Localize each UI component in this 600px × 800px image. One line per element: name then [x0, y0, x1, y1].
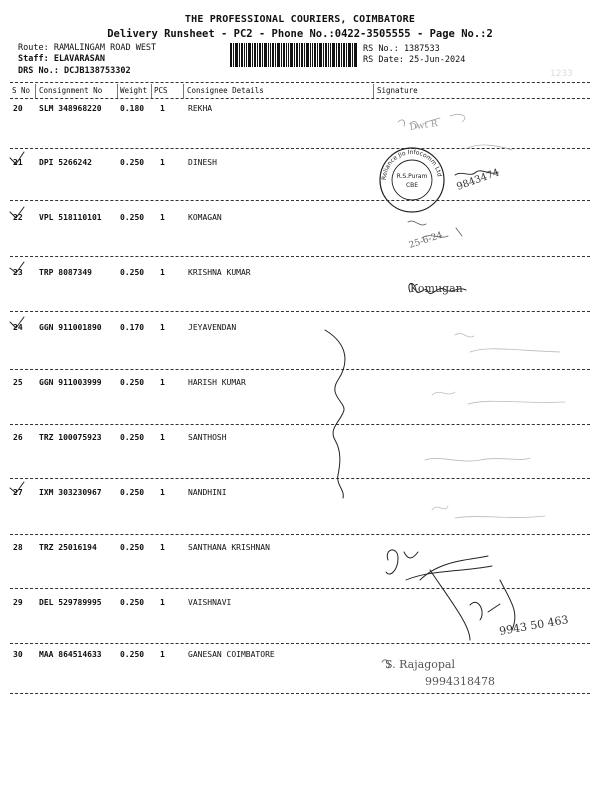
- handwritten-text: Dwt R: [409, 119, 439, 133]
- row-consignment: SLM 348968220: [39, 104, 102, 113]
- handwritten-text: 9943 50 463: [498, 612, 570, 638]
- col-divider: [117, 84, 118, 98]
- svg-text:1233: 1233: [550, 69, 573, 78]
- row-rule: [10, 424, 590, 425]
- signature-scribble: [432, 506, 545, 518]
- signature-scribble: [406, 566, 492, 580]
- row-sno: 25: [13, 378, 23, 387]
- row-consignment: GGN 911001890: [39, 323, 102, 332]
- col-header-weight: Weight: [120, 86, 148, 95]
- row-weight: 0.180: [120, 104, 145, 113]
- row-sno: 27: [13, 488, 23, 497]
- row-rule: [10, 534, 590, 535]
- row-rule: [10, 148, 590, 149]
- handwritten-text: 25-6-24: [407, 230, 444, 251]
- row-sno: 21: [13, 158, 23, 167]
- stamp-inner-text: R.S.Puram: [396, 173, 428, 180]
- row-rule: [10, 643, 590, 644]
- row-pcs: 1: [160, 543, 165, 552]
- route-label: Route: RAMALINGAM ROAD WEST: [18, 43, 157, 53]
- row-sno: 30: [13, 650, 23, 659]
- row-consignee: NANDHINI: [188, 488, 227, 497]
- row-weight: 0.250: [120, 543, 145, 552]
- row-consignment: GGN 911003999: [39, 378, 102, 387]
- row-weight: 0.250: [120, 433, 145, 442]
- row-weight: 0.250: [120, 268, 145, 277]
- row-sno: 23: [13, 268, 23, 277]
- row-consignment: TRZ 100075923: [39, 433, 102, 442]
- row-consignment: TRP 8087349: [39, 268, 92, 277]
- row-weight: 0.250: [120, 378, 145, 387]
- row-rule: [10, 478, 590, 479]
- rs-number: RS No.: 1387533: [363, 44, 440, 54]
- row-consignee: KRISHNA KUMAR: [188, 268, 251, 277]
- rs-date: RS Date: 25-Jun-2024: [363, 55, 466, 65]
- signature-scribble: [425, 458, 530, 461]
- col-header-consignee: Consignee Details: [187, 86, 264, 95]
- row-pcs: 1: [160, 598, 165, 607]
- row-pcs: 1: [160, 268, 165, 277]
- row-pcs: 1: [160, 323, 165, 332]
- row-sno: 20: [13, 104, 23, 113]
- company-title: THE PROFESSIONAL COURIERS, COIMBATORE: [184, 14, 416, 25]
- row-consignee: SANTHOSH: [188, 433, 227, 442]
- row-pcs: 1: [160, 158, 165, 167]
- handwritten-text: 9843474: [455, 167, 501, 193]
- row-consignment: TRZ 25016194: [39, 543, 97, 552]
- col-divider: [183, 84, 184, 98]
- row-rule: [10, 200, 590, 201]
- row-weight: 0.250: [120, 488, 145, 497]
- faint-mark: [548, 66, 588, 78]
- row-pcs: 1: [160, 433, 165, 442]
- col-header-consignment: Consignment No: [39, 86, 103, 95]
- row-pcs: 1: [160, 104, 165, 113]
- table-top-rule: [10, 82, 590, 83]
- col-header-pcs: PCS: [154, 86, 168, 95]
- table-header-rule: [10, 98, 590, 99]
- staff-label: Staff: ELAVARASAN: [18, 54, 105, 64]
- signature-scribble: [408, 221, 462, 238]
- company-stamp: [380, 148, 444, 212]
- handwritten-text: 9994318478: [425, 675, 495, 688]
- row-weight: 0.250: [120, 158, 145, 167]
- row-weight: 0.250: [120, 213, 145, 222]
- row-consignment: IXM 303230967: [39, 488, 102, 497]
- row-rule: [10, 588, 590, 589]
- handwritten-text: S. Rajagopal: [385, 658, 455, 671]
- signature-scribble: [455, 171, 498, 175]
- row-consignment: MAA 864514633: [39, 650, 102, 659]
- drs-number: DRS No.: DCJB138753302: [18, 66, 131, 76]
- row-pcs: 1: [160, 378, 165, 387]
- row-consignment: VPL 518110101: [39, 213, 102, 222]
- row-consignee: JEYAVENDAN: [188, 323, 237, 332]
- runsheet-title: Delivery Runsheet - PC2 - Phone No.:0422-3505555 - Page No.:2: [107, 28, 493, 40]
- signature-scribble: [432, 392, 565, 404]
- row-consignee: HARISH KUMAR: [188, 378, 246, 387]
- row-pcs: 1: [160, 488, 165, 497]
- row-consignee: VAISHNAVI: [188, 598, 232, 607]
- signature-scribble: [450, 114, 512, 150]
- row-rule: [10, 311, 590, 312]
- signature-scribble: [470, 602, 500, 620]
- row-sno: 22: [13, 213, 23, 222]
- signature-scribble: [409, 283, 466, 293]
- row-sno: 24: [13, 323, 23, 332]
- signature-scribble: [386, 550, 488, 580]
- svg-text:Reliance Jio Infocomm Ltd: [381, 149, 443, 180]
- row-consignment: DPI 5266242: [39, 158, 92, 167]
- signature-scribble: [398, 118, 440, 128]
- row-weight: 0.250: [120, 650, 145, 659]
- row-weight: 0.250: [120, 598, 145, 607]
- stamp-city: CBE: [405, 182, 419, 189]
- barcode: [230, 43, 357, 67]
- row-weight: 0.170: [120, 323, 145, 332]
- signature-scribble: [382, 660, 389, 668]
- col-header-signature: Signature: [377, 86, 418, 95]
- signature-scribble: [455, 334, 560, 352]
- col-divider: [35, 84, 36, 98]
- row-consignee: REKHA: [188, 104, 213, 113]
- col-divider: [151, 84, 152, 98]
- signature-scribble: [430, 570, 470, 640]
- row-consignee: SANTHANA KRISHNAN: [188, 543, 270, 552]
- row-rule: [10, 693, 590, 694]
- row-consignment: DEL 529789995: [39, 598, 102, 607]
- row-pcs: 1: [160, 213, 165, 222]
- handwritten-text: Komugan: [410, 282, 463, 295]
- row-sno: 29: [13, 598, 23, 607]
- scribble-line: [325, 330, 345, 498]
- row-sno: 26: [13, 433, 23, 442]
- row-consignee: DINESH: [188, 158, 217, 167]
- row-consignee: KOMAGAN: [188, 213, 222, 222]
- row-pcs: 1: [160, 650, 165, 659]
- row-consignee: GANESAN COIMBATORE: [188, 650, 275, 659]
- row-rule: [10, 256, 590, 257]
- row-sno: 28: [13, 543, 23, 552]
- col-divider: [373, 84, 374, 98]
- col-header-sno: S No: [12, 86, 31, 95]
- stamp-outer-text: Reliance Jio Infocomm Ltd: [380, 148, 443, 181]
- row-rule: [10, 369, 590, 370]
